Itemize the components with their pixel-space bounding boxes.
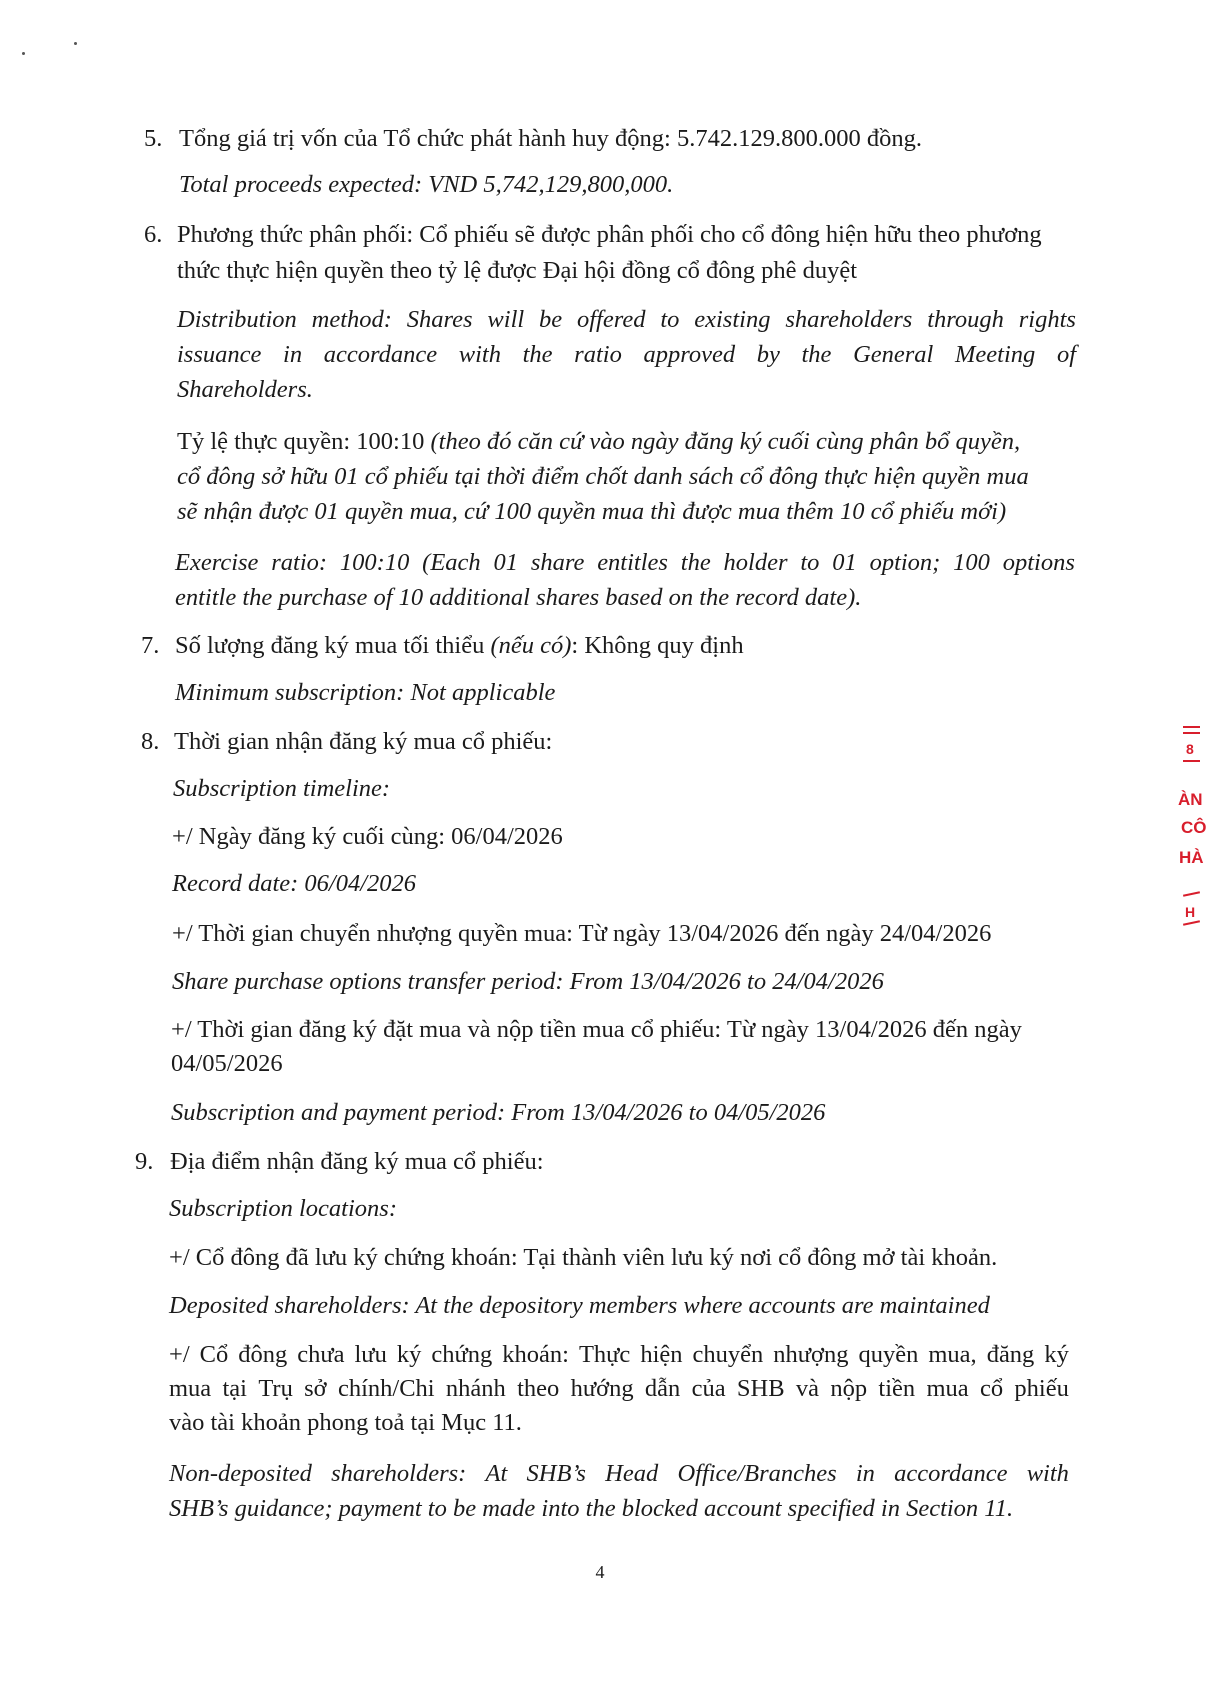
item-5-vi: Tổng giá trị vốn của Tổ chức phát hành huy động: 5.742.129.800.000 đồng. xyxy=(179,125,922,152)
scan-speck xyxy=(74,42,77,45)
word: holder xyxy=(723,549,788,576)
non-deposited-vi-line3: vào tài khoản phong toả tại Mục 11. xyxy=(169,1409,522,1436)
word: accordance xyxy=(323,341,438,368)
word: shareholders: xyxy=(331,1460,467,1487)
word: khoán: xyxy=(502,1341,569,1368)
word: to xyxy=(660,306,680,333)
stamp-border xyxy=(1183,760,1200,762)
stamp-border xyxy=(1183,891,1200,896)
scan-speck xyxy=(22,52,25,55)
word: entitles xyxy=(597,549,668,576)
word: through xyxy=(927,306,1004,333)
stamp-text-1: 8 xyxy=(1186,741,1194,757)
item-7-en: Minimum subscription: Not applicable xyxy=(175,679,556,706)
word: existing xyxy=(694,306,771,333)
word: be xyxy=(539,306,563,333)
item-7-vi-value: : Không quy định xyxy=(571,632,744,659)
word: issuance xyxy=(177,341,262,368)
word: Head xyxy=(605,1460,659,1487)
word: mua xyxy=(926,1375,969,1402)
word: quyền xyxy=(858,1341,919,1368)
payment-period-en: Subscription and payment period: From 13/04/2026 to 04/05/2026 xyxy=(171,1099,826,1126)
item-6-en-line1 xyxy=(177,305,1076,335)
word: Distribution xyxy=(177,306,297,333)
stamp-border xyxy=(1183,726,1200,728)
word: accordance xyxy=(894,1460,1008,1487)
item-9-vi: Địa điểm nhận đăng ký mua cổ phiếu: xyxy=(170,1148,544,1175)
word: SHB xyxy=(736,1375,785,1402)
word: tiền xyxy=(878,1375,916,1402)
word: 100:10 xyxy=(339,549,410,576)
word: Non-deposited xyxy=(169,1460,312,1487)
item-number-8: 8. xyxy=(141,728,160,755)
word: by xyxy=(756,341,780,368)
word: method: xyxy=(311,306,392,333)
word: ký xyxy=(396,1341,422,1368)
word: of xyxy=(1056,341,1076,368)
word: Meeting xyxy=(955,341,1036,368)
word: phiếu xyxy=(1014,1375,1069,1402)
word: cổ xyxy=(979,1375,1004,1402)
transfer-period-en: Share purchase options transfer period: From 13/04/2026 to 24/04/2026 xyxy=(172,968,884,995)
word: options xyxy=(1002,549,1075,576)
ratio-line2: cổ đông sở hữu 01 cổ phiếu tại thời điểm chốt danh sách cổ đông thực hiện quyền mua xyxy=(177,463,1029,490)
word: chứng xyxy=(431,1341,493,1368)
page-number: 4 xyxy=(595,1562,605,1582)
deposited-vi: +/ Cổ đông đã lưu ký chứng khoán: Tại thành viên lưu ký nơi cổ đông mở tài khoản. xyxy=(169,1244,998,1271)
word: approved xyxy=(643,341,736,368)
word: chưa xyxy=(297,1341,345,1368)
item-number-5: 5. xyxy=(144,125,163,152)
word: nộp xyxy=(830,1375,868,1402)
item-6-vi-line2: thức thực hiện quyền theo tỷ lệ được Đại hội đồng cổ đông phê duyệt xyxy=(177,257,858,284)
word: 100 xyxy=(953,549,990,576)
stamp-text-3: CÔ xyxy=(1181,818,1207,837)
ratio-label: Tỷ lệ thực quyền: 100:10 xyxy=(177,428,431,455)
word: chính/Chi xyxy=(337,1375,435,1402)
ratio-explanation: (theo đó căn cứ vào ngày đăng ký cuối cùng phân bổ quyền, xyxy=(430,428,1021,455)
stamp-text-5: H xyxy=(1185,904,1196,920)
item-6-en-line3: Shareholders. xyxy=(177,376,313,403)
word: the xyxy=(680,549,711,576)
word: dẫn xyxy=(644,1375,681,1402)
word: ratio: xyxy=(271,549,328,576)
word: General xyxy=(853,341,934,368)
word: hiện xyxy=(640,1341,683,1368)
item-8-vi: Thời gian nhận đăng ký mua cổ phiếu: xyxy=(174,728,553,755)
word: with xyxy=(458,341,501,368)
word: chuyển xyxy=(692,1341,764,1368)
word: mua, xyxy=(928,1341,977,1368)
word: offered xyxy=(577,306,646,333)
non-deposited-vi-line1 xyxy=(169,1340,1069,1370)
item-number-9: 9. xyxy=(135,1148,154,1175)
item-number-6: 6. xyxy=(144,221,163,248)
item-number-7: 7. xyxy=(141,632,160,659)
word: Thực xyxy=(578,1341,631,1368)
word: in xyxy=(283,341,303,368)
word: sở xyxy=(304,1375,327,1402)
word: Office/Branches xyxy=(677,1460,837,1487)
word: mua xyxy=(169,1375,212,1402)
word: đăng xyxy=(986,1341,1035,1368)
word: rights xyxy=(1018,306,1076,333)
word: hướng xyxy=(570,1375,634,1402)
record-date-vi: +/ Ngày đăng ký cuối cùng: 06/04/2026 xyxy=(172,823,563,850)
word: to xyxy=(800,549,820,576)
word: ký xyxy=(1044,1341,1069,1368)
ratio-line1 xyxy=(177,427,1020,457)
word: with xyxy=(1026,1460,1069,1487)
stamp-text-2: ÀN xyxy=(1178,790,1203,809)
item-7-vi-label: Số lượng đăng ký mua tối thiểu xyxy=(175,632,491,659)
item-8-en: Subscription timeline: xyxy=(173,775,391,802)
word: SHB’s xyxy=(526,1460,586,1487)
word: in xyxy=(855,1460,875,1487)
word: (Each xyxy=(422,549,481,576)
non-deposited-vi-line2 xyxy=(169,1374,1069,1404)
word: shareholders xyxy=(785,306,913,333)
item-6-vi-line1: Phương thức phân phối: Cổ phiếu sẽ được phân phối cho cổ đông hiện hữu theo phương xyxy=(177,221,1042,248)
exercise-ratio-line1 xyxy=(175,548,1075,578)
word: option; xyxy=(869,549,941,576)
item-6-en-line2 xyxy=(177,340,1076,370)
word: +/ xyxy=(169,1341,190,1368)
payment-period-vi-line1: +/ Thời gian đăng ký đặt mua và nộp tiền mua cổ phiếu: Từ ngày 13/04/2026 đến ngày xyxy=(171,1016,1022,1043)
stamp-border xyxy=(1183,732,1200,734)
non-deposited-en-line2: SHB’s guidance; payment to be made into the blocked account specified in Section 11. xyxy=(169,1495,1014,1522)
word: đông xyxy=(238,1341,288,1368)
word: 01 xyxy=(832,549,857,576)
word: At xyxy=(485,1460,508,1487)
word: Shares xyxy=(406,306,473,333)
deposited-en: Deposited shareholders: At the depository members where accounts are maintained xyxy=(169,1292,990,1319)
word: tại xyxy=(222,1375,247,1402)
word: share xyxy=(530,549,585,576)
item-9-en: Subscription locations: xyxy=(169,1195,397,1222)
word: lưu xyxy=(354,1341,387,1368)
record-date-en: Record date: 06/04/2026 xyxy=(172,870,417,897)
item-7-vi-note: (nếu có) xyxy=(490,632,572,659)
word: Cổ xyxy=(199,1341,229,1368)
non-deposited-en-line1 xyxy=(169,1459,1069,1489)
word: the xyxy=(801,341,832,368)
word: the xyxy=(522,341,553,368)
word: theo xyxy=(517,1375,560,1402)
payment-period-vi-line2: 04/05/2026 xyxy=(171,1050,283,1077)
stamp-text-4: HÀ xyxy=(1179,848,1204,867)
word: ratio xyxy=(574,341,622,368)
word: will xyxy=(487,306,525,333)
item-7-vi xyxy=(175,631,744,661)
word: của xyxy=(691,1375,726,1402)
word: và xyxy=(795,1375,820,1402)
word: Exercise xyxy=(175,549,259,576)
exercise-ratio-line2: entitle the purchase of 10 additional shares based on the record date). xyxy=(175,584,862,611)
transfer-period-vi: +/ Thời gian chuyển nhượng quyền mua: Từ ngày 13/04/2026 đến ngày 24/04/2026 xyxy=(172,920,992,947)
word: 01 xyxy=(493,549,518,576)
word: nhánh xyxy=(445,1375,506,1402)
word: nhượng xyxy=(773,1341,849,1368)
word: Trụ xyxy=(258,1375,293,1402)
ratio-line3: sẽ nhận được 01 quyền mua, cứ 100 quyền mua thì được mua thêm 10 cổ phiếu mới) xyxy=(177,498,1007,525)
item-5-en: Total proceeds expected: VND 5,742,129,800,000. xyxy=(179,171,674,198)
